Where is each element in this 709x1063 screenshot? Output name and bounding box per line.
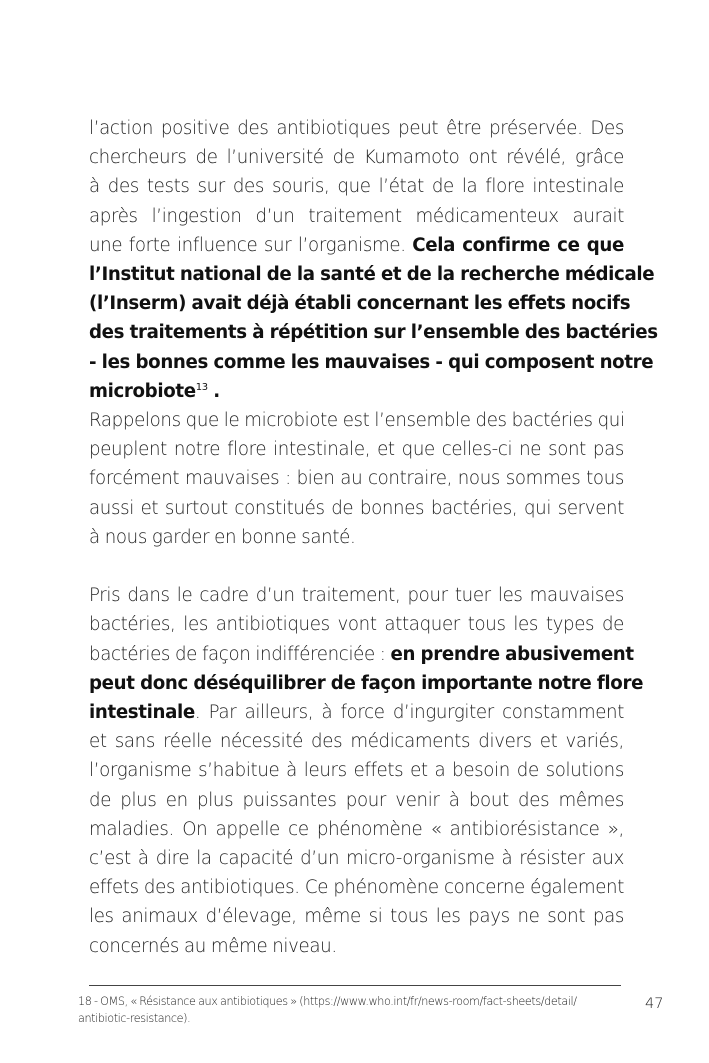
- text-line: l’action positive des antibiotiques peut être préservée. Des: [89, 118, 624, 139]
- text-line: de plus en plus puissantes pour venir à bout des mêmes: [89, 789, 624, 811]
- text-run: bactéries de façon indifférenciée :: [89, 643, 391, 665]
- text-line: aussi et surtout constitués de bonnes bactéries, qui servent: [89, 497, 624, 519]
- paragraph-antibioresistance: [89, 581, 644, 961]
- text-line: Pris dans le cadre d’un traitement, pour tuer les mauvaises: [89, 585, 624, 607]
- text-line: [89, 698, 624, 727]
- text-run: microbiote: [89, 380, 196, 402]
- text-line: après l’ingestion d’un traitement médicamenteux aurait: [89, 205, 624, 227]
- text-line: Rappelons que le microbiote est l’ensemble des bactéries qui: [89, 410, 625, 432]
- paragraph-antibiotics-research: [89, 114, 658, 406]
- bold-text-line: des traitements à répétition sur l’ensemble des bactéries: [89, 322, 658, 344]
- bold-text-line: peut donc déséquilibrer de façon importante notre flore: [89, 672, 644, 694]
- text-line: bactéries, les antibiotiques vont attaquer tous les types de: [89, 614, 624, 636]
- text-line: concernés au même niveau.: [89, 935, 337, 957]
- text-line: l’organisme s’habitue à leurs effets et a besoin de solutions: [89, 760, 624, 782]
- text-line: maladies. On appelle ce phénomène « antibiorésistance »,: [89, 818, 624, 840]
- bold-text-run: en prendre abusivement: [390, 643, 634, 665]
- footnote-line: 18 - OMS, « Résistance aux antibiotiques » (https://www.who.int/fr/news-room/fact-sheets/detail/: [78, 995, 577, 1008]
- bold-text-line: - les bonnes comme les mauvaises - qui composent notre: [89, 351, 654, 373]
- text-line: [89, 640, 634, 669]
- footnote-line: antibiotic-resistance).: [78, 1011, 191, 1025]
- bold-text-run: Cela confirme ce que: [412, 234, 624, 256]
- body-text: [89, 114, 658, 961]
- text-line: à nous garder en bonne santé.: [89, 526, 356, 548]
- bold-text-line: (l’Inserm) avait déjà établi concernant les effets nocifs: [89, 293, 631, 315]
- text-line: chercheurs de l’université de Kumamoto ont révélé, grâce: [89, 147, 624, 169]
- paragraph-gap: [89, 552, 624, 581]
- text-run: une forte influence sur l’organisme.: [89, 234, 413, 256]
- footnote: [78, 994, 638, 1027]
- bold-text-line: l’Institut national de la santé et de la recherche médicale: [89, 264, 655, 286]
- page-number: 47: [645, 996, 664, 1012]
- text-line: [89, 231, 624, 260]
- footnote-reference: 13: [195, 381, 208, 393]
- text-line: à des tests sur des souris, que l’état de la flore intestinale: [89, 176, 624, 198]
- bold-text-run: intestinale: [89, 702, 195, 724]
- text-run: . Par ailleurs, à force d’ingurgiter constamment: [194, 702, 624, 724]
- text-line: c’est à dire la capacité d’un micro-organisme à résister aux: [89, 848, 624, 870]
- bold-text-line: [89, 377, 624, 406]
- text-line: peuplent notre flore intestinale, et que celles-ci ne sont pas: [89, 439, 624, 461]
- text-line: forcément mauvaises : bien au contraire, nous sommes tous: [89, 468, 624, 490]
- text-line: et sans réelle nécessité des médicaments divers et variés,: [89, 731, 624, 753]
- text-line: effets des antibiotiques. Ce phénomène concerne également: [89, 877, 624, 899]
- text-line: les animaux d’élevage, même si tous les pays ne sont pas: [89, 906, 624, 928]
- footnote-separator: [89, 985, 621, 986]
- paragraph-microbiote-definition: [89, 406, 624, 552]
- text-run: .: [207, 380, 220, 402]
